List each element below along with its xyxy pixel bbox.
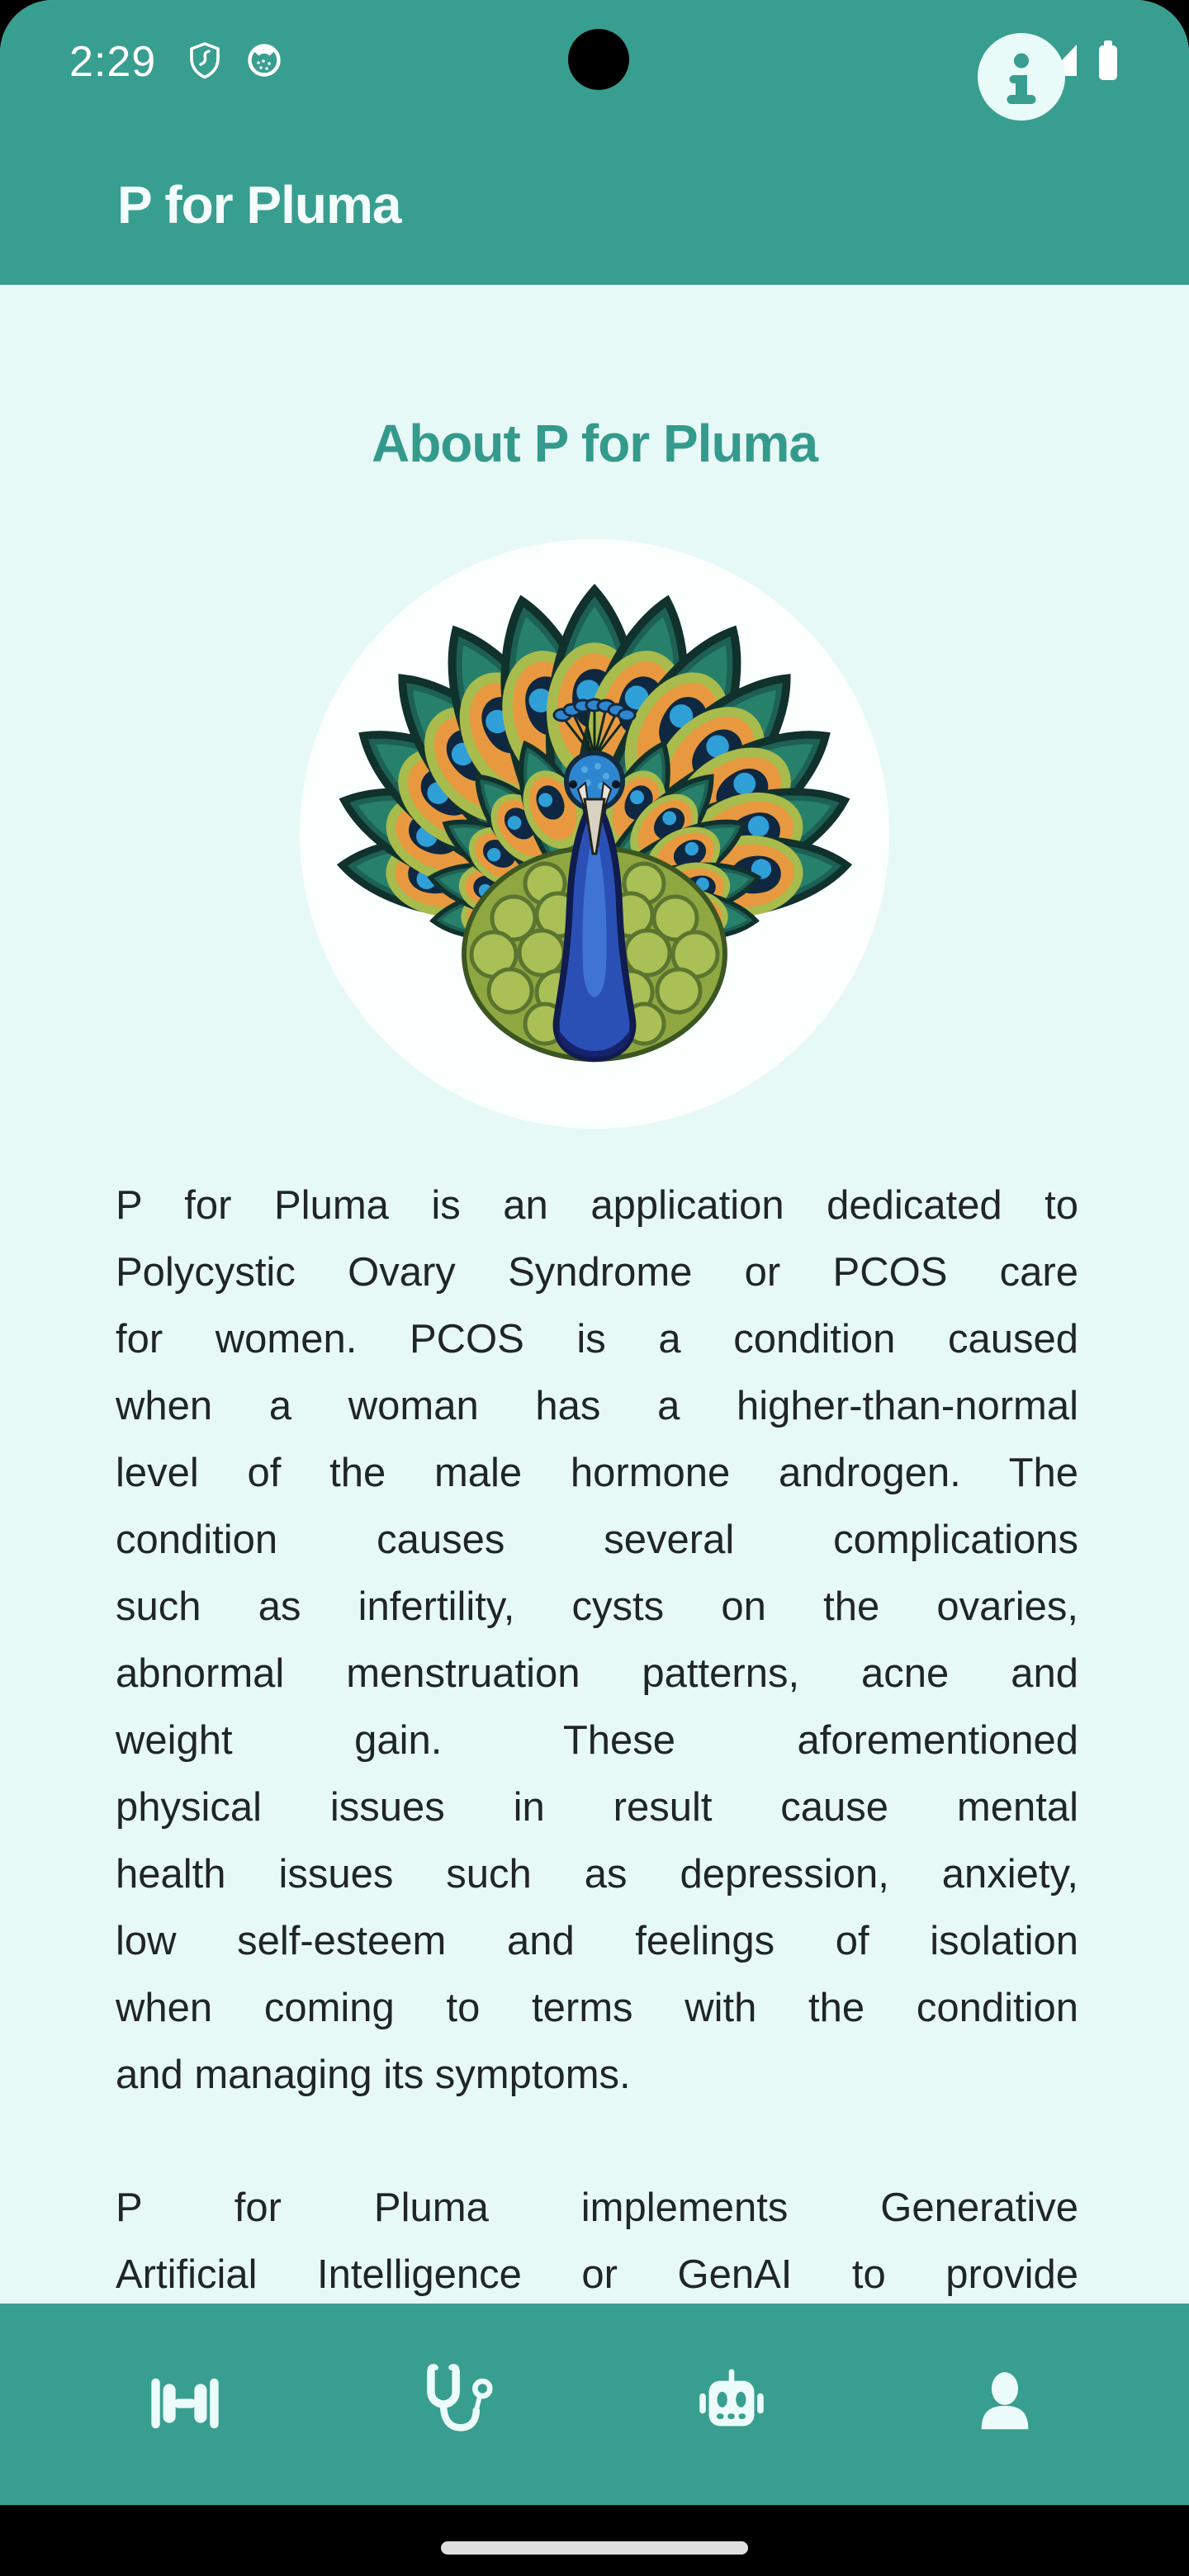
nav-item-workouts[interactable] bbox=[48, 2361, 321, 2449]
about-paragraph-2 bbox=[116, 2175, 1078, 2308]
paragraph-line: condition causes several complications bbox=[116, 1518, 1078, 1562]
person-icon bbox=[962, 2361, 1048, 2449]
status-notification-icons bbox=[187, 41, 283, 83]
paragraph-line: physical issues in result cause mental bbox=[116, 1785, 1078, 1830]
stethoscope-icon bbox=[415, 2361, 501, 2449]
info-button[interactable] bbox=[978, 33, 1065, 121]
status-time: 2:29 bbox=[69, 38, 157, 86]
paragraph-line: when coming to terms with the condition bbox=[116, 1986, 1078, 2030]
system-navigation-bar bbox=[0, 2505, 1189, 2576]
nav-item-profile[interactable] bbox=[868, 2361, 1141, 2449]
paragraph-line: low self-esteem and feelings of isolation bbox=[116, 1919, 1078, 1963]
info-icon bbox=[978, 111, 1065, 123]
paragraph-line: Artificial Intelligence or GenAI to provide bbox=[116, 2252, 1078, 2297]
robot-icon bbox=[689, 2361, 775, 2449]
battery-icon bbox=[1097, 39, 1120, 86]
about-article bbox=[0, 1131, 1189, 2308]
about-page-content[interactable] bbox=[0, 285, 1189, 2505]
paragraph-line: when a woman has a higher-than-normal bbox=[116, 1384, 1078, 1428]
dumbbell-icon bbox=[142, 2361, 228, 2449]
paragraph-line: level of the male hormone androgen. The bbox=[116, 1451, 1078, 1495]
app-bar bbox=[0, 124, 1189, 285]
paragraph-line: health issues such as depression, anxiety, bbox=[116, 1852, 1078, 1896]
paragraph-line: Polycystic Ovary Syndrome or PCOS care bbox=[116, 1250, 1078, 1295]
paragraph-line: such as infertility, cysts on the ovaries, bbox=[116, 1584, 1078, 1629]
paragraph-line: P for Pluma implements Generative bbox=[116, 2185, 1078, 2230]
home-indicator-pill[interactable] bbox=[441, 2541, 748, 2555]
camera-punch-hole bbox=[568, 29, 629, 90]
app-bar-title: P for Pluma bbox=[117, 174, 401, 234]
nav-item-doctor[interactable] bbox=[321, 2361, 594, 2449]
paragraph-line: P for Pluma is an application dedicated to bbox=[116, 1183, 1078, 1228]
about-paragraph-1 bbox=[116, 1172, 1078, 2109]
paragraph-line: for women. PCOS is a condition caused bbox=[116, 1317, 1078, 1361]
page-title: About P for Pluma bbox=[371, 414, 818, 473]
paragraph-line: and managing its symptoms. bbox=[116, 2053, 631, 2097]
paragraph-line: weight gain. These aforementioned bbox=[116, 1718, 1078, 1763]
shield-icon bbox=[187, 41, 222, 83]
bottom-navigation-bar bbox=[0, 2304, 1189, 2505]
paragraph-line: abnormal menstruation patterns, acne and bbox=[116, 1651, 1078, 1696]
nav-item-chatbot[interactable] bbox=[594, 2361, 868, 2449]
face-badge-icon bbox=[245, 41, 283, 83]
peacock-illustration bbox=[297, 537, 892, 1131]
